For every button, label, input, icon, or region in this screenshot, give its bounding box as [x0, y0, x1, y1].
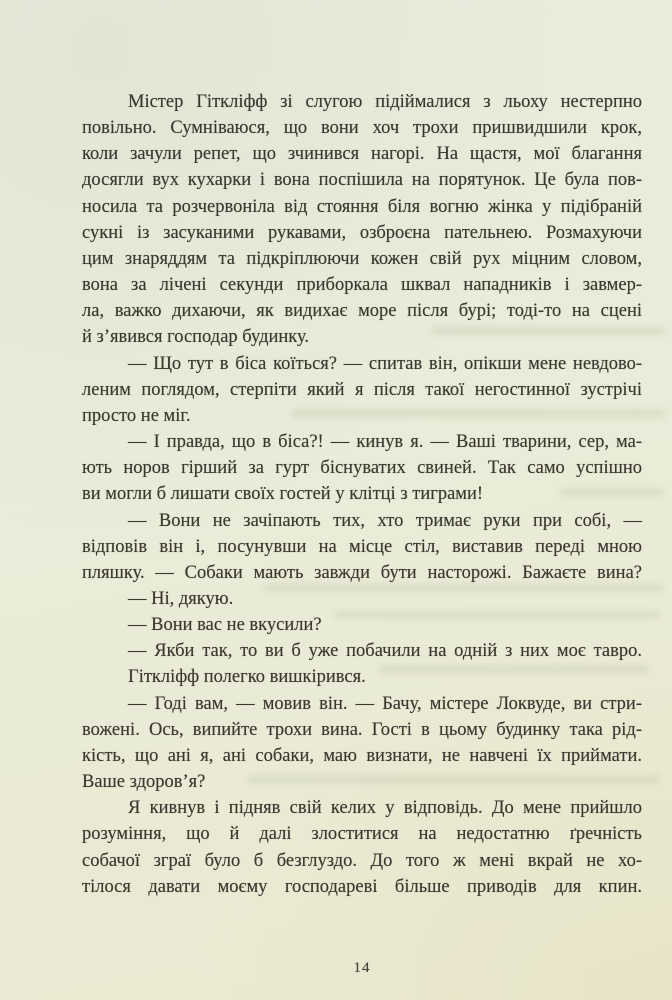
text-line: ла, важко дихаючи, як видихає море після бурі; тоді-то на сцені	[82, 301, 642, 322]
paragraph	[82, 508, 642, 586]
text-line: собачої зграї було б безглуздо. До того ж мені вкрай не хо-	[82, 850, 642, 871]
paragraph	[82, 612, 642, 638]
text-line: ви могли б лишати своїх гостей у клітці з тиграми!	[82, 484, 484, 505]
text-line: — Ні, дякую.	[128, 588, 234, 609]
text-line: коли зачули репет, що зчинився нагорі. На щастя, мої благання	[82, 144, 642, 165]
text-line: тілося давати моєму господареві більше приводів для кпин.	[82, 876, 642, 897]
paragraph	[82, 429, 642, 507]
text-line: леним поглядом, стерпіти який я після такої негостинної зустрічі	[82, 379, 642, 400]
text-line: — Вони вас не вкусили?	[128, 615, 322, 636]
text-line: — Вони не зачіпають тих, хто тримає руки при собі, —	[128, 510, 642, 531]
text-line: цим знаряддям та підкріплюючи кожен свій рух міцним словом,	[82, 248, 642, 269]
text-line: сукні із засуканими рукавами, озброєна пательнею. Розмахуючи	[82, 222, 642, 243]
text-line: пляшку. — Собаки мають завжди бути насторожі. Бажаєте вина?	[82, 562, 642, 583]
text-line: носила та розчервоніла від стояння біля вогню жінка у підібраній	[82, 196, 642, 217]
text-line: просто не міг.	[82, 405, 191, 426]
text-block	[82, 89, 642, 900]
text-line: повільно. Сумніваюся, що вони хоч трохи пришвидшили крок,	[82, 118, 642, 139]
paragraph	[82, 638, 642, 664]
page-number: 14	[353, 960, 371, 976]
text-line: Гіткліфф полегко вишкірився.	[128, 667, 366, 688]
text-line: — І правда, що в біса?! — кинув я. — Ваші тварини, сер, ма-	[128, 432, 642, 453]
paragraph	[82, 664, 642, 690]
text-line: — Що тут в біса коїться? — спитав він, опікши мене невдово-	[128, 353, 642, 374]
text-line: — Годі вам, — мовив він. — Бачу, містере Локвуде, ви стри-	[128, 693, 642, 714]
text-line: вожені. Ось, випийте трохи вина. Гості в цьому будинку така рід-	[82, 719, 642, 740]
text-line: розуміння, що й далі злоститися на недостатню ґречність	[82, 824, 642, 845]
text-line: кість, що ані я, ані собаки, маю визнати, не навчені їх приймати.	[82, 745, 642, 766]
text-line: Я кивнув і підняв свій келих у відповідь. До мене прийшло	[128, 798, 642, 819]
paragraph	[82, 89, 642, 351]
text-line: ють норов гірший за гурт біснуватих свиней. Так само успішно	[82, 458, 642, 479]
text-line: й з’явився господар будинку.	[82, 327, 310, 348]
paragraph	[82, 586, 642, 612]
text-line: Ваше здоров’я?	[82, 772, 206, 793]
paragraph	[82, 691, 642, 796]
text-line: — Якби так, то ви б уже побачили на одній з них моє тавро.	[128, 641, 642, 662]
text-line: вона за лічені секунди приборкала шквал нападників і завмер-	[82, 275, 642, 296]
text-line: досягли вух кухарки і вона поспішила на порятунок. Це була пов-	[82, 170, 642, 191]
text-line: Містер Гіткліфф зі слугою підіймалися з льоху нестерпно	[128, 92, 642, 112]
paragraph	[82, 795, 642, 900]
paragraph	[82, 351, 642, 429]
text-line: відповів він і, посунувши на місце стіл, виставив переді мною	[82, 536, 642, 557]
